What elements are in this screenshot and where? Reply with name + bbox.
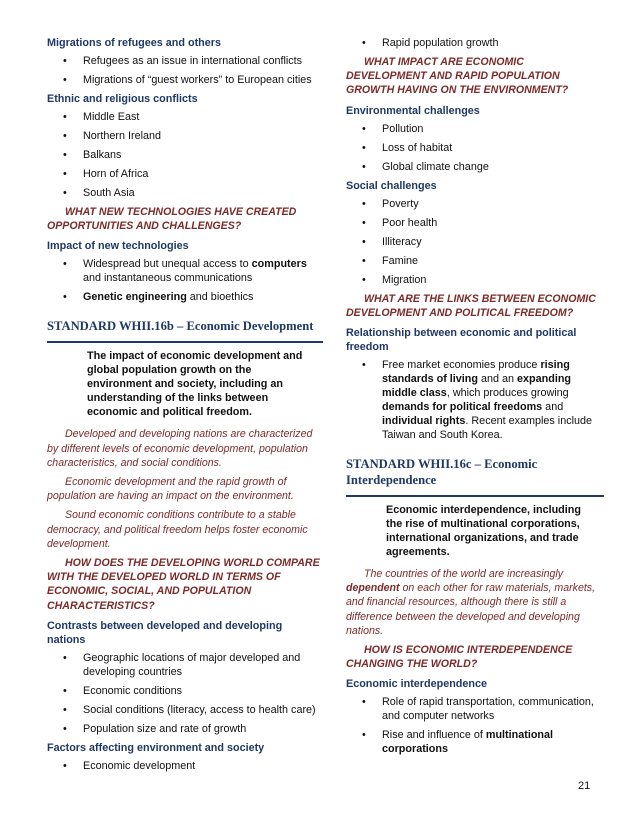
list-item: • Horn of Africa bbox=[47, 167, 323, 181]
list-item bbox=[47, 290, 323, 304]
item-text: Rise and influence of bbox=[382, 729, 486, 742]
tech-list bbox=[47, 257, 323, 304]
contrasts-heading: Contrasts between developed and developing nations bbox=[47, 619, 283, 646]
list-item: • Middle East bbox=[47, 110, 323, 124]
item-bold: multinational corporations bbox=[382, 729, 554, 756]
list-item: • Role of rapid transportation, communication, and computer networks bbox=[346, 695, 604, 723]
item-bold: rising standards of living bbox=[382, 359, 570, 386]
standard-16b-heading: STANDARD WHII.16b – Economic Development bbox=[47, 318, 323, 343]
list-item bbox=[47, 257, 323, 285]
social-list bbox=[346, 197, 604, 287]
top-list bbox=[346, 36, 604, 50]
list-item: • Poor health bbox=[346, 216, 604, 230]
left-column bbox=[47, 36, 323, 778]
para-text: on each other for raw materials, markets, and financial resources, although there is still a difference between the developed and developing nations. bbox=[346, 582, 596, 637]
env-question: WHAT IMPACT ARE ECONOMIC DEVELOPMENT AND RAPID POPULATION GROWTH HAVING ON THE ENVIRONMENT? bbox=[346, 56, 569, 97]
list-item: • Balkans bbox=[47, 148, 323, 162]
list-item: • Northern Ireland bbox=[47, 129, 323, 143]
list-item bbox=[346, 358, 604, 442]
list-item: • Global climate change bbox=[346, 160, 604, 174]
list-item: • Geographic locations of major developed and developing countries bbox=[47, 651, 323, 679]
changing-question: HOW IS ECONOMIC INTERDEPENDENCE CHANGING THE WORLD? bbox=[346, 644, 573, 671]
item-text: . Recent examples include Taiwan and South Korea. bbox=[382, 415, 593, 442]
item-bold: individual rights bbox=[382, 415, 466, 428]
list-item: • Refugees as an issue in international conflicts bbox=[47, 54, 323, 68]
list-item: • Economic development bbox=[47, 759, 323, 773]
item-bold: Genetic engineering bbox=[83, 291, 187, 304]
standard-16b-summary: The impact of economic development and global population growth on the environment and society, including an understanding of the links between economic and political freedom. bbox=[87, 350, 303, 419]
item-text: , which produces growing bbox=[446, 387, 569, 400]
item-text: Free market economies produce bbox=[382, 359, 541, 372]
list-item: • Famine bbox=[346, 254, 604, 268]
item-text: and bioethics bbox=[186, 291, 254, 304]
migrations-heading: Migrations of refugees and others bbox=[47, 37, 221, 49]
tech-question: WHAT NEW TECHNOLOGIES HAVE CREATED OPPORTUNITIES AND CHALLENGES? bbox=[47, 206, 297, 233]
interdep-list bbox=[346, 695, 604, 756]
item-bold: demands for political freedoms bbox=[382, 401, 543, 414]
factors-list bbox=[47, 759, 323, 773]
standard-16c-heading: STANDARD WHII.16c – Economic Interdependence bbox=[346, 456, 604, 497]
list-item: • Population size and rate of growth bbox=[47, 722, 323, 736]
links-question: WHAT ARE THE LINKS BETWEEN ECONOMIC DEVELOPMENT AND POLITICAL FREEDOM? bbox=[346, 292, 596, 319]
item-text: Widespread but unequal access to bbox=[83, 258, 252, 271]
para-bold: dependent bbox=[346, 582, 400, 595]
interdep-heading: Economic interdependence bbox=[346, 678, 487, 691]
ethnic-list bbox=[47, 110, 323, 200]
factors-heading: Factors affecting environment and society bbox=[47, 741, 265, 754]
relationship-heading: Relationship between economic and political freedom bbox=[346, 327, 577, 354]
list-item: • Poverty bbox=[346, 197, 604, 211]
paragraph: Economic development and the rapid growth of population are having an impact on the environment. bbox=[47, 476, 294, 503]
paragraph: Developed and developing nations are characterized by different levels of economic development, population characteristics, and social conditions. bbox=[47, 428, 313, 469]
env-list bbox=[346, 122, 604, 174]
list-item: • Social conditions (literacy, access to health care) bbox=[47, 703, 323, 717]
right-column bbox=[346, 36, 604, 761]
compare-question: HOW DOES THE DEVELOPING WORLD COMPARE WITH THE DEVELOPED WORLD IN TERMS OF ECONOMIC, SOCIAL, AND POPULATION CHARACTERISTICS? bbox=[47, 557, 320, 612]
item-bold: computers bbox=[251, 258, 307, 271]
social-heading: Social challenges bbox=[346, 179, 437, 192]
ethnic-heading: Ethnic and religious conflicts bbox=[47, 93, 198, 105]
list-item: • South Asia bbox=[47, 186, 323, 200]
standard-16c-summary: Economic interdependence, including the rise of multinational corporations, international organizations, and trade agreements. bbox=[386, 504, 581, 559]
tech-heading: Impact of new technologies bbox=[47, 240, 189, 253]
list-item: • Pollution bbox=[346, 122, 604, 136]
migrations-list bbox=[47, 54, 323, 87]
page-number: 21 bbox=[578, 780, 591, 792]
paragraph: Sound economic conditions contribute to a stable democracy, and political freedom helps foster economic development. bbox=[47, 509, 308, 550]
list-item: • Rapid population growth bbox=[346, 36, 604, 50]
item-bold: expanding middle class bbox=[382, 373, 572, 400]
paragraph bbox=[346, 567, 604, 638]
list-item: • Migrations of “guest workers” to European cities bbox=[47, 73, 323, 87]
item-text: and bbox=[542, 401, 564, 414]
contrasts-list bbox=[47, 651, 323, 736]
list-item: • Migration bbox=[346, 273, 604, 287]
item-text: and an bbox=[478, 373, 518, 386]
env-heading: Environmental challenges bbox=[346, 104, 480, 117]
list-item: • Illiteracy bbox=[346, 235, 604, 249]
list-item: • Economic conditions bbox=[47, 684, 323, 698]
para-text: The countries of the world are increasingly bbox=[364, 568, 564, 581]
list-item bbox=[346, 728, 604, 756]
item-text: and instantaneous communications bbox=[83, 272, 253, 285]
relationship-list bbox=[346, 358, 604, 442]
list-item: • Loss of habitat bbox=[346, 141, 604, 155]
